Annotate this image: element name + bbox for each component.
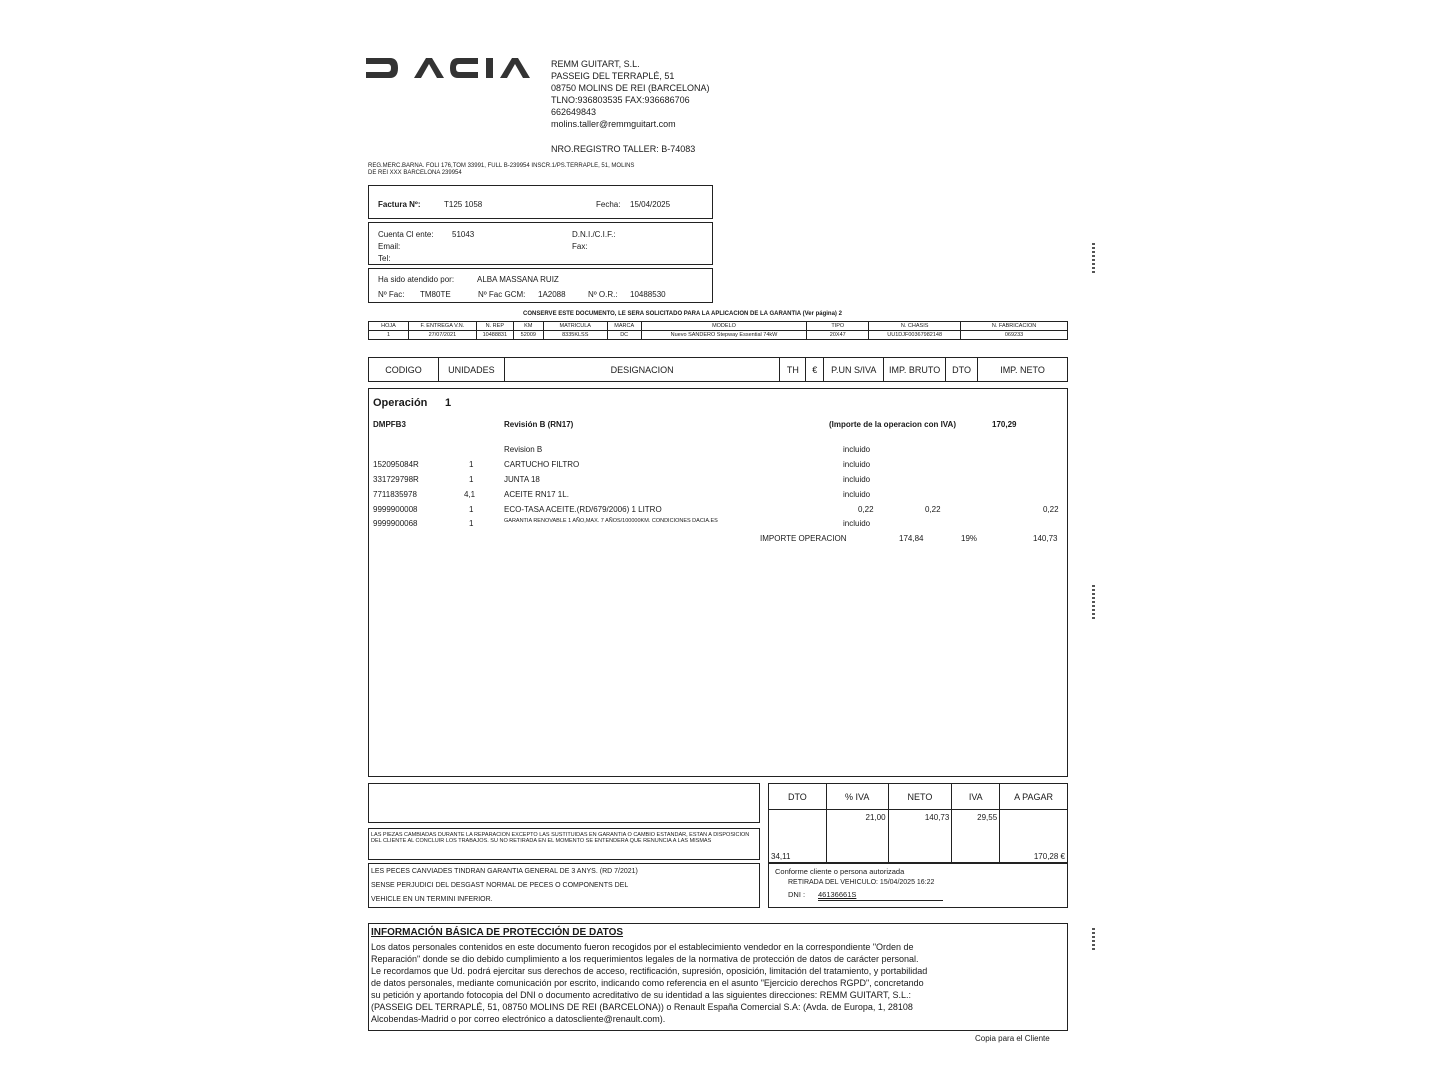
fecha-label: Fecha: <box>596 200 621 209</box>
gcm-label: Nº Fac GCM: <box>478 290 526 299</box>
privacy-line: (PASSEIG DEL TERRAPLÉ, 51, 08750 MOLINS DE REI (BARCELONA)) o Renault España Comercial S.A: (Avda. de Europa, 1, 28108 <box>371 1002 913 1012</box>
totals-neto: 140,73 <box>888 810 952 863</box>
scan-mark <box>1092 928 1095 952</box>
item-code: 9999900008 <box>373 505 418 514</box>
vehicle-header: N. FABRICACION <box>961 322 1068 331</box>
item-desc: ACEITE RN17 1L. <box>504 490 569 499</box>
client-box <box>368 222 713 265</box>
operation-total-bruto: 174,84 <box>899 534 924 543</box>
signature-line <box>818 900 943 901</box>
totals-header: DTO <box>769 784 827 810</box>
company-address1: PASSEIG DEL TERRAPLÉ, 51 <box>551 71 675 81</box>
column-header: TH <box>780 358 806 382</box>
privacy-line: su petición y aportando fotocopia del DNI o documento acreditativo de su identidad a las siguientes direcciones: REMM GUITART, S.L.: <box>371 990 911 1000</box>
cuenta-label: Cuenta Cl ente: <box>378 230 434 239</box>
totals-a-pagar: 170,28 € <box>1000 810 1068 863</box>
column-header: IMP. BRUTO <box>884 358 946 382</box>
vehicle-header: MATRICULA <box>543 322 607 331</box>
item-units: 1 <box>469 475 474 484</box>
vehicle-value: 10488831 <box>476 331 513 340</box>
fax-label: Fax: <box>572 242 588 251</box>
privacy-line: Reparación" donde se dio debido cumplimiento a los requerimientos legales de la normativa de protección de datos de carácter personal. <box>371 954 919 964</box>
factura-label: Factura Nº: <box>378 200 421 209</box>
item-pun: incluido <box>843 475 871 484</box>
operation-name: Revisión B (RN17) <box>504 420 574 429</box>
vehicle-value: 8335KLSS <box>543 331 607 340</box>
dacia-logo <box>366 56 542 80</box>
operation-total-neto: 140,73 <box>1033 534 1058 543</box>
totals-header-row <box>769 784 1068 810</box>
privacy-line: de datos personales, mediante comunicación por escrito, indicando como referencia en el asunto "Ejercicio derechos RGPD", concretando <box>371 978 924 988</box>
vehicle-header: MODELO <box>641 322 807 331</box>
item-code: 152095084R <box>373 460 419 469</box>
attended-value: ALBA MASSANA RUIZ <box>477 275 559 284</box>
company-name: REMM GUITART, S.L. <box>551 59 640 69</box>
scan-mark <box>1092 585 1095 621</box>
column-header: CODIGO <box>369 358 439 382</box>
legal-line-1: REG.MERC.BARNA. FOLI 176,TOM 33991, FULL B-239954 INSCR.1/PS.TERRAPLE, 51, MOLINS <box>368 163 635 169</box>
column-header: UNIDADES <box>438 358 504 382</box>
item-desc: Revision B <box>504 445 543 454</box>
company-phone: TLNO:936803535 FAX:936686706 <box>551 95 690 105</box>
peces-note-3: VEHICLE EN UN TERMINI INFERIOR. <box>371 896 493 903</box>
item-neto: 0,22 <box>1043 505 1059 514</box>
vehicle-value: 20X47 <box>807 331 869 340</box>
operation-title: Operación <box>373 397 428 409</box>
totals-table <box>768 783 1068 863</box>
column-header: P.UN S/IVA <box>824 358 884 382</box>
peces-note-2: SENSE PERJUDICI DEL DESGAST NORMAL DE PECES O COMPONENTS DEL <box>371 882 629 889</box>
totals-value-row <box>769 810 1068 863</box>
column-header: DTO <box>946 358 978 382</box>
vehicle-header: N. CHASIS <box>869 322 961 331</box>
operation-importe-label: (Importe de la operacion con IVA) <box>829 420 956 429</box>
totals-header: NETO <box>888 784 952 810</box>
scan-mark <box>1092 243 1095 275</box>
operation-total-dto: 19% <box>961 534 978 543</box>
company-phone2: 662649843 <box>551 107 597 117</box>
totals-header: % IVA <box>826 784 888 810</box>
item-bruto: 0,22 <box>925 505 941 514</box>
vehicle-value: 52009 <box>513 331 543 340</box>
vehicle-value: 1 <box>369 331 409 340</box>
company-address2: 08750 MOLINS DE REI (BARCELONA) <box>551 83 710 93</box>
item-pun: incluido <box>843 519 871 528</box>
column-header: IMP. NETO <box>978 358 1068 382</box>
item-code: 7711835978 <box>373 490 417 499</box>
column-header: DESIGNACION <box>504 358 779 382</box>
item-pun: incluido <box>843 460 871 469</box>
operation-total-label: IMPORTE OPERACION <box>760 534 847 543</box>
operation-code: DMPFB3 <box>373 420 406 429</box>
totals-iva: 29,55 <box>952 810 1000 863</box>
item-desc: CARTUCHO FILTRO <box>504 460 580 469</box>
vehicle-header-row <box>369 322 1068 331</box>
conformity-dni-label: DNI : <box>788 890 806 899</box>
piezas-note: LAS PIEZAS CAMBIADAS DURANTE LA REPARACION EXCEPTO LAS SUSTITUIDAS EN GARANTIA O CAMBIO ESTANDAR, ESTAN A DISPOSICION DEL CLIENTE AL CONCLUIR LOS TRABAJOS. SU NO RETIRADA EN EL MOMENTO SE ENTENDERA QUE RENUNCIA A LAS MISMAS <box>371 832 750 844</box>
items-header-table <box>368 357 1068 382</box>
attended-label: Ha sido atendido por: <box>378 275 455 284</box>
item-units: 1 <box>469 519 474 528</box>
vehicle-value: DC <box>607 331 641 340</box>
item-desc: JUNTA 18 <box>504 475 540 484</box>
item-code: 9999900068 <box>373 519 418 528</box>
item-pun: incluido <box>843 445 871 454</box>
operation-number: 1 <box>445 397 452 409</box>
conformity-dni-value: 46136661S <box>818 890 857 899</box>
email-label: Email: <box>378 242 401 251</box>
tel-label: Tel: <box>378 254 391 263</box>
item-units: 1 <box>469 460 474 469</box>
footer-copy: Copia para el Cliente <box>975 1034 1050 1043</box>
item-code: 331729798R <box>373 475 419 484</box>
privacy-title: INFORMACIÓN BÁSICA DE PROTECCIÓN DE DATOS <box>371 927 624 938</box>
vehicle-value: 27/07/2021 <box>408 331 476 340</box>
vehicle-table <box>368 321 1068 340</box>
conformity-title: Conforme cliente o persona autorizada <box>775 867 905 876</box>
item-pun: 0,22 <box>858 505 874 514</box>
items-header-row <box>369 358 1068 382</box>
company-email: molins.taller@remmguitart.com <box>551 119 676 129</box>
items-box <box>368 388 1068 777</box>
dni-label: D.N.I./C.I.F.: <box>572 230 616 239</box>
fecha-value: 15/04/2025 <box>630 200 671 209</box>
privacy-line: Le recordamos que Ud. podrá ejercitar sus derechos de acceso, rectificación, supresión, oposición, limitación del tratamiento, y portabilidad <box>371 966 928 976</box>
vehicle-header: KM <box>513 322 543 331</box>
totals-header: A PAGAR <box>1000 784 1068 810</box>
legal-line-2: DE REI XXX BARCELONA 239954 <box>368 170 462 176</box>
conformity-retirada: RETIRADA DEL VEHICULO: 15/04/2025 16:22 <box>788 879 935 886</box>
vehicle-value: 069233 <box>961 331 1068 340</box>
vehicle-header: TIPO <box>807 322 869 331</box>
cuenta-value: 51043 <box>452 230 475 239</box>
operation-importe-value: 170,29 <box>992 420 1017 429</box>
totals-dto: 34,11 <box>769 810 827 863</box>
totals-header: IVA <box>952 784 1000 810</box>
item-pun: incluido <box>843 490 871 499</box>
or-value: 10488530 <box>630 290 666 299</box>
peces-note-1: LES PECES CANVIADES TINDRAN GARANTIA GENERAL DE 3 ANYS. (RD 7/2021) <box>371 868 638 875</box>
vehicle-header: N. REP <box>476 322 513 331</box>
vehicle-value-row <box>369 331 1068 340</box>
totals-iva-pct: 21,00 <box>826 810 888 863</box>
nfac-label: Nº Fac: <box>378 290 405 299</box>
vehicle-value: Nuevo SANDERO Stepway Essential 74kW <box>641 331 807 340</box>
column-header: € <box>806 358 824 382</box>
item-desc: GARANTIA RENOVABLE 1 AÑO,MAX. 7 AÑOS/100000KM. CONDICIONES DACIA.ES <box>504 518 718 524</box>
vehicle-value: UU1DJF00367982148 <box>869 331 961 340</box>
vehicle-header: HOJA <box>369 322 409 331</box>
or-label: Nº O.R.: <box>588 290 618 299</box>
factura-value: T125 1058 <box>444 200 483 209</box>
vehicle-header: F. ENTREGA V.N. <box>408 322 476 331</box>
nfac-value: TM80TE <box>420 290 451 299</box>
item-units: 1 <box>469 505 474 514</box>
item-desc: ECO-TASA ACEITE.(RD/679/2006) 1 LITRO <box>504 505 662 514</box>
registro-taller: NRO.REGISTRO TALLER: B-74083 <box>551 144 696 154</box>
item-units: 4,1 <box>464 490 476 499</box>
privacy-line: Los datos personales contenidos en este documento fueron recogidos por el establecimiento vendedor en la correspondiente "Orden de <box>371 942 914 952</box>
blank-note-box <box>368 783 760 823</box>
warranty-notice: CONSERVE ESTE DOCUMENTO, LE SERA SOLICITADO PARA LA APLICACION DE LA GARANTIA (Ver página) 2 <box>523 311 842 317</box>
privacy-line: Alcobendas-Madrid o por correo electrónico a datoscliente@renault.com). <box>371 1014 666 1024</box>
gcm-value: 1A2088 <box>538 290 566 299</box>
vehicle-header: MARCA <box>607 322 641 331</box>
